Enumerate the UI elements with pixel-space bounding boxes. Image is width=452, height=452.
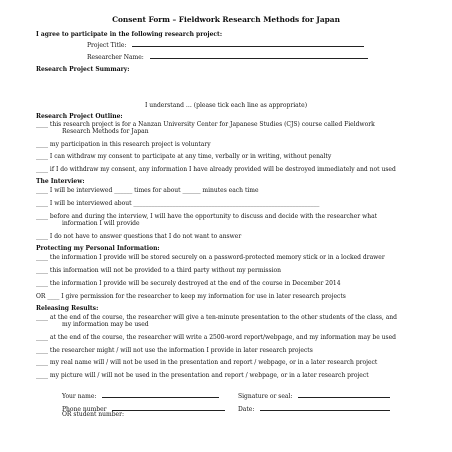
researcher-name-label: Researcher Name: — [87, 54, 144, 61]
project-title-row — [87, 40, 364, 49]
item-text: at the end of the course, the researcher will write a 2500-word report/webpage, and my information may be used — [49, 334, 397, 341]
item-text: my picture will / will not be used in the presentation and report / webpage, or in a later research project — [49, 372, 369, 379]
date-label: Date: — [238, 406, 255, 413]
tick-blank[interactable]: ____ — [36, 347, 48, 354]
project-title-label: Project Title: — [87, 42, 127, 49]
releasing-item — [36, 334, 436, 341]
researcher-name-field[interactable] — [150, 52, 368, 59]
signature-field[interactable] — [298, 391, 390, 398]
interview-item — [36, 187, 436, 194]
date-row — [238, 404, 390, 413]
item-text: I will be interviewed about ______________________________________________________________ — [49, 200, 320, 207]
item-text-continued: my information may be used — [62, 321, 149, 329]
your-name-field[interactable] — [102, 391, 219, 398]
releasing-item — [36, 359, 436, 366]
agree-heading: I agree to participate in the following research project: — [36, 31, 223, 38]
tick-blank[interactable]: ____ — [36, 141, 48, 148]
interview-item — [36, 233, 436, 240]
item-text: I do not have to answer questions that I do not want to answer — [49, 233, 242, 240]
item-text: I give permission for the researcher to keep my information for use in later research projects — [61, 293, 346, 300]
tick-blank[interactable]: ____ — [36, 166, 48, 173]
item-text: my real name will / will not be used in the presentation and report / webpage, or in a later research project — [49, 359, 378, 366]
tick-blank[interactable]: ____ — [36, 213, 48, 220]
understand-text: I understand … (please tick each line as appropriate) — [144, 102, 308, 109]
outline-heading: Research Project Outline: — [36, 113, 123, 120]
signature-row — [238, 391, 390, 400]
tick-blank[interactable]: ____ — [36, 233, 48, 240]
tick-blank[interactable]: ____ — [36, 372, 48, 379]
item-text: this information will not be provided to a third party without my permission — [49, 267, 281, 274]
tick-blank[interactable]: ____ — [36, 254, 48, 261]
tick-blank[interactable]: ____ — [36, 280, 48, 287]
tick-blank[interactable]: ____ — [36, 334, 48, 341]
protecting-item — [36, 267, 436, 274]
item-text: I can withdraw my consent to participate at any time, verbally or in writing, without penalty — [49, 153, 332, 160]
date-field[interactable] — [260, 404, 390, 411]
signature-label: Signature or seal: — [238, 393, 293, 400]
interview-item — [36, 213, 436, 228]
tick-blank[interactable]: ____ — [36, 121, 48, 128]
item-text: I will be interviewed ______ times for about ______ minutes each time — [49, 187, 259, 194]
item-text: the information I provide will be securely destroyed at the end of the course in December 2014 — [49, 280, 341, 287]
tick-blank[interactable]: ____ — [36, 200, 48, 207]
protecting-item — [36, 254, 436, 261]
summary-heading: Research Project Summary: — [36, 66, 130, 73]
protecting-item — [36, 293, 436, 300]
tick-blank[interactable]: ____ — [36, 187, 48, 194]
item-text: this research project is for a Nanzan University Center for Japanese Studies (CJS) course called Fieldwork — [49, 121, 375, 128]
item-text: my participation in this research project is voluntary — [49, 141, 211, 148]
researcher-name-row — [87, 52, 368, 61]
tick-blank[interactable]: ____ — [36, 153, 48, 160]
releasing-item — [36, 372, 436, 379]
tick-blank[interactable]: ____ — [36, 267, 48, 274]
form-title: Consent Form – Fieldwork Research Methods for Japan — [112, 15, 340, 24]
releasing-item — [36, 347, 436, 354]
tick-blank[interactable]: OR ____ — [36, 293, 60, 300]
tick-blank[interactable]: ____ — [36, 314, 48, 321]
tick-blank[interactable]: ____ — [36, 359, 48, 366]
item-text-continued: Research Methods for Japan — [62, 128, 149, 136]
your-name-label: Your name: — [62, 393, 97, 400]
item-text: before and during the interview, I will have the opportunity to discuss and decide with the researcher what — [49, 213, 378, 220]
item-text: if I do withdraw my consent, any information I have already provided will be destroyed immediately and not used — [49, 166, 396, 173]
interview-heading: The Interview: — [36, 178, 85, 185]
outline-item — [36, 166, 436, 173]
interview-item — [36, 200, 436, 207]
phone-label: Phone number — [62, 406, 107, 413]
item-text: at the end of the course, the researcher will give a ten-minute presentation to the other students of the class, and — [49, 314, 397, 321]
project-title-field[interactable] — [132, 40, 364, 47]
item-text: the researcher might / will not use the information I provide in later research projects — [49, 347, 313, 354]
protecting-heading: Protecting my Personal Information: — [36, 245, 160, 252]
outline-item — [36, 141, 436, 148]
releasing-item — [36, 314, 436, 329]
outline-item — [36, 121, 436, 136]
phone-field[interactable] — [112, 404, 225, 411]
protecting-item — [36, 280, 436, 287]
item-text: the information I provide will be stored securely on a password-protected memory stick or in a locked drawer — [49, 254, 385, 261]
releasing-heading: Releasing Results: — [36, 305, 99, 312]
item-text-continued: information I will provide — [62, 220, 140, 228]
student-number-label: OR student number: — [62, 411, 124, 418]
your-name-row — [62, 391, 219, 400]
outline-item — [36, 153, 436, 160]
